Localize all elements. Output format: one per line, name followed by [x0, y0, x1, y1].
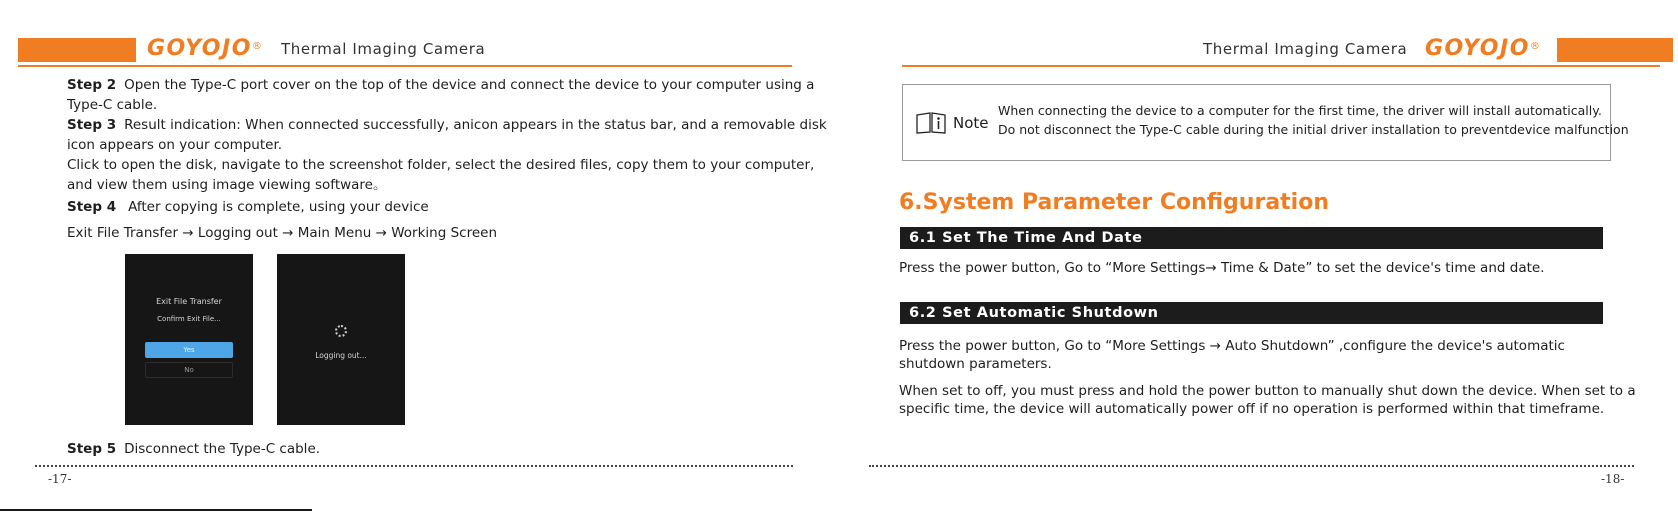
- left-header-bar: [18, 38, 136, 62]
- step4-text: After copying is complete, using your device: [128, 199, 429, 215]
- step2-line1: [67, 75, 814, 95]
- step5-label: Step 5: [67, 441, 117, 457]
- right-page-number: -18-: [1601, 472, 1625, 486]
- note-line-1: When connecting the device to a computer for the first time, the driver will install automatically.: [998, 103, 1602, 118]
- subsection-bar-time-date: 6.1 Set The Time And Date: [900, 227, 1603, 249]
- logging-out-screen: [277, 254, 405, 425]
- step3-line2: icon appears on your computer.: [67, 137, 283, 153]
- step3-label: Step 3: [67, 117, 117, 133]
- left-page-number: -17-: [48, 472, 72, 486]
- section-title: 6.System Parameter Configuration: [899, 190, 1329, 215]
- right-header-title: Thermal Imaging Camera: [1203, 40, 1408, 58]
- exit-flow: Exit File Transfer → Logging out → Main Menu → Working Screen: [67, 225, 498, 241]
- left-header-rule: [18, 65, 792, 67]
- yes-button[interactable]: Yes: [145, 342, 233, 358]
- brand-mark: ®: [251, 41, 264, 52]
- brand-mark: ®: [1529, 41, 1542, 52]
- brand-name: GOYOJO: [1425, 36, 1530, 61]
- no-button[interactable]: No: [145, 362, 233, 378]
- step5-line: [67, 439, 320, 459]
- step2-text: Open the Type-C port cover on the top of the device and connect the device to your computer using a: [124, 77, 815, 93]
- screen1-title: Exit File Transfer: [156, 297, 222, 306]
- loading-spinner-icon: [335, 325, 347, 337]
- open-disk-line2: and view them using image viewing software。: [67, 177, 387, 193]
- left-footer-rule: [35, 465, 793, 467]
- step2-line2: Type-C cable.: [67, 97, 158, 113]
- note-line-2: Do not disconnect the Type-C cable during the initial driver installation to preventdevice malfunction: [998, 122, 1629, 137]
- exit-file-transfer-screen: [125, 254, 253, 425]
- book-info-icon: [915, 112, 947, 134]
- shutdown-text-line4: specific time, the device will automatically power off if no operation is performed within that timeframe.: [899, 401, 1605, 417]
- left-header-title: Thermal Imaging Camera: [281, 40, 486, 58]
- right-header-rule: [902, 65, 1660, 67]
- screen1-prompt: Confirm Exit File...: [157, 315, 221, 323]
- left-bottom-strip: [0, 509, 312, 511]
- step4-line: [67, 197, 429, 217]
- right-header-bar: [1557, 38, 1673, 62]
- step4-label: Step 4: [67, 199, 117, 215]
- step5-text: Disconnect the Type-C cable.: [124, 441, 321, 457]
- note-label: Note: [953, 114, 989, 132]
- right-brand-logo: [1425, 36, 1541, 62]
- shutdown-text-line2: shutdown parameters.: [899, 356, 1052, 372]
- step3-line1: [67, 115, 827, 135]
- left-brand-logo: [147, 36, 263, 62]
- step2-label: Step 2: [67, 77, 117, 93]
- brand-name: GOYOJO: [147, 36, 252, 61]
- shutdown-text-line1: Press the power button, Go to “More Settings → Auto Shutdown” ,configure the device's automatic: [899, 338, 1565, 354]
- right-footer-rule: [869, 465, 1634, 467]
- logging-out-text: Logging out...: [315, 351, 367, 360]
- shutdown-text-line3: When set to off, you must press and hold the power button to manually shut down the device. When set to a: [899, 383, 1636, 399]
- step3-text: Result indication: When connected successfully, anicon appears in the status bar, and a removable disk: [124, 117, 827, 133]
- subsection-bar-auto-shutdown: 6.2 Set Automatic Shutdown: [900, 302, 1603, 324]
- time-date-text: Press the power button, Go to “More Settings→ Time & Date” to set the device's time and date.: [899, 260, 1545, 276]
- note-box: [902, 84, 1629, 161]
- open-disk-line1: Click to open the disk, navigate to the screenshot folder, select the desired files, copy them to your computer,: [67, 157, 815, 173]
